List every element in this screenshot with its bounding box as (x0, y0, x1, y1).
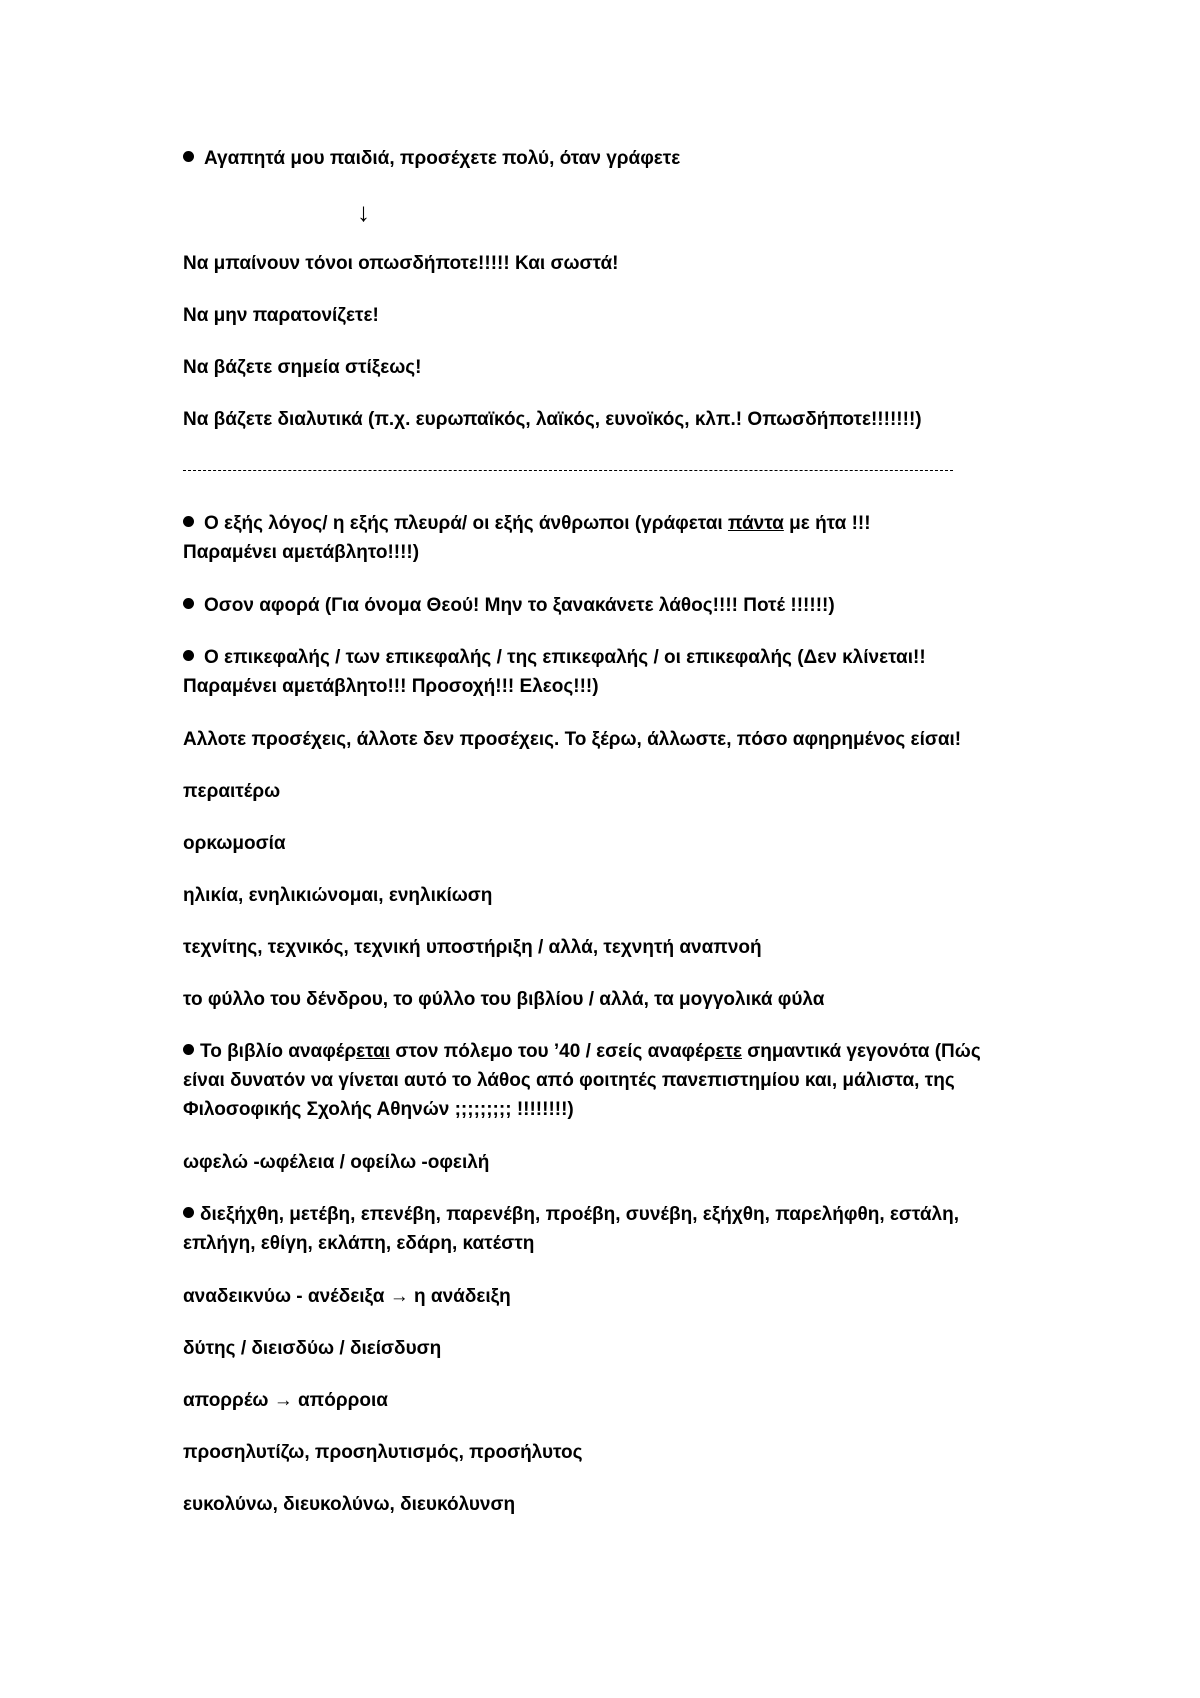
bullet-icon (183, 1207, 194, 1218)
diexichthi-line-2: επλήγη, εθίγη, εκλάπη, εδάρη, κατέστη (183, 1233, 535, 1254)
allote-line: Αλλοτε προσέχεις, άλλοτε δεν προσέχεις. Το ξέρω, άλλωστε, πόσο αφηρημένος είσαι! (183, 729, 962, 750)
exis-line-2: Παραμένει αμετάβλητο!!!!) (183, 542, 420, 563)
exis-line: Ο εξής λόγος/ η εξής πλευρά/ οι εξής άνθρωποι (γράφεται πάντα με ήτα !!! (183, 507, 871, 541)
vivlio-line-2: είναι δυνατόν να γίνεται αυτό το λάθος από φοιτητές πανεπιστημίου και, μάλιστα, της (183, 1070, 955, 1091)
bullet-icon (183, 151, 194, 162)
prosilytizo-line: προσηλυτίζω, προσηλυτισμός, προσήλυτος (183, 1442, 583, 1463)
efkolyno-line: ευκολύνω, διευκολύνω, διευκόλυνση (183, 1494, 516, 1515)
bullet-icon (183, 650, 194, 661)
ofelo-line: ωφελώ -ωφέλεια / οφείλω -οφειλή (183, 1152, 490, 1173)
paratonizete-line: Να μην παρατονίζετε! (183, 305, 379, 326)
dialytika-line: Να βάζετε διαλυτικά (π.χ. ευρωπαϊκός, λαϊκός, ευνοϊκός, κλπ.! Οπωσδήποτε!!!!!!!) (183, 409, 922, 430)
fyllo-line: το φύλλο του δένδρου, το φύλλο του βιβλίου / αλλά, τα μογγολικά φύλα (183, 989, 825, 1010)
epikefalis-line: Ο επικεφαλής / των επικεφαλής / της επικεφαλής / οι επικεφαλής (Δεν κλίνεται!! (183, 641, 926, 675)
intro-line: Αγαπητά μου παιδιά, προσέχετε πολύ, όταν γράφετε (183, 142, 680, 176)
simeia-line: Να βάζετε σημεία στίξεως! (183, 357, 422, 378)
dashed-divider (183, 470, 953, 471)
technitis-line: τεχνίτης, τεχνικός, τεχνική υποστήριξη / αλλά, τεχνητή αναπνοή (183, 937, 762, 958)
orkomosia-line: ορκωμοσία (183, 833, 286, 854)
epikefalis-line-2: Παραμένει αμετάβλητο!!! Προσοχή!!! Ελεος!!!) (183, 676, 599, 697)
down-arrow-icon: ↓ (357, 197, 370, 227)
dytis-line: δύτης / διεισδύω / διείσδυση (183, 1338, 442, 1359)
ilikia-line: ηλικία, ενηλικιώνομαι, ενηλικίωση (183, 885, 493, 906)
vivlio-line-3: Φιλοσοφικής Σχολής Αθηνών ;;;;;;;;; !!!!!!!!) (183, 1099, 574, 1120)
tonoi-line: Να μπαίνουν τόνοι οπωσδήποτε!!!!! Και σωστά! (183, 253, 619, 274)
peraitero-line: περαιτέρω (183, 781, 281, 802)
anadeiknyo-line: αναδεικνύω - ανέδειξα → η ανάδειξη (183, 1286, 511, 1307)
aporreo-line: απορρέω → απόρροια (183, 1390, 388, 1411)
bullet-icon (183, 598, 194, 609)
diexichthi-line: διεξήχθη, μετέβη, επενέβη, παρενέβη, προέβη, συνέβη, εξήχθη, παρελήφθη, εστάλη, (183, 1198, 959, 1232)
vivlio-line: Το βιβλίο αναφέρεται στον πόλεμο του ’40 / εσείς αναφέρετε σημαντικά γεγονότα (Πώς (183, 1035, 981, 1069)
oson-line: Οσον αφορά (Για όνομα Θεού! Μην το ξανακάνετε λάθος!!!! Ποτέ !!!!!!) (183, 589, 835, 623)
bullet-icon (183, 516, 194, 527)
bullet-icon (183, 1044, 194, 1055)
